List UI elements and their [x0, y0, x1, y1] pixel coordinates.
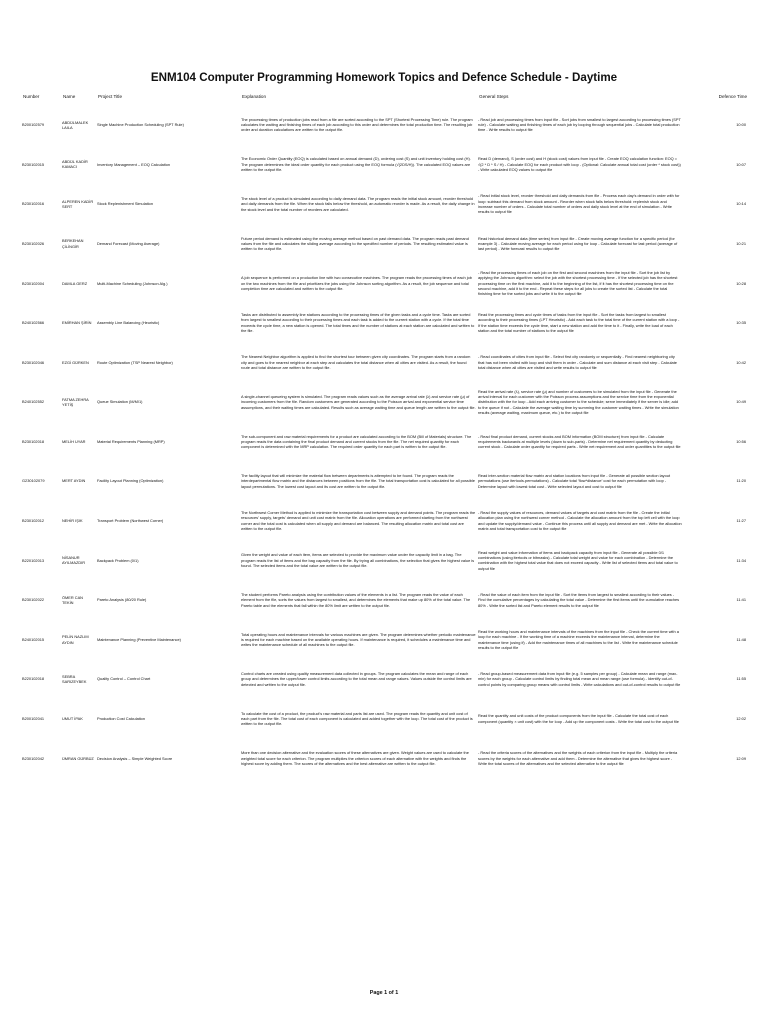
column-header-explanation: Explanation — [242, 94, 267, 99]
project-title: Single Machine Production Scheduling (SPT Rule) — [97, 122, 184, 128]
project-general-steps: - Read final product demand, current stocks and BOM information (BOM structure) from input file - Calculate requirements backwards at multiple levels (down to sub-parts) - Determine net requirement quantity by deducting current stock - Calculate order quantity for required parts - Write net requirement and order quantities to the output file — [478, 433, 681, 450]
student-name: EMİRHAN ŞİRİN — [62, 320, 92, 326]
student-number: B230102012 — [22, 518, 45, 524]
defence-time: 10:00 — [736, 122, 746, 128]
student-name: UMUT İPAK — [62, 716, 83, 722]
project-title: Demand Forecast (Moving Average) — [97, 240, 160, 246]
project-explanation: To calculate the cost of a product, the product's raw material and parts list are used. The program reads the quantity and unit cost of each part from the file. The total cost of each component is calculated and added together with the loop. The total cost of the product is written to the output file. — [241, 710, 473, 727]
project-title: Route Optimization (TSP Nearest Neighbor) — [97, 359, 173, 365]
project-explanation: The facility layout that will minimize the material flow between departments is attempted to be found. The program reads the interdepartmental flow matrix and the distances between positions from the file. The total transportation cost is calculated for all possible layout permutations. The lowest cost layout and its cost are written to the output file. — [241, 473, 475, 489]
project-title: Backpack Problem (0/1) — [97, 557, 139, 563]
student-number: B220102013 — [22, 557, 45, 563]
column-header-general-steps: General Steps — [479, 94, 509, 99]
project-explanation: Future period demand is estimated using the moving average method based on past demand data. The program reads past demand values from the file and calculates the sliding average according to the specified number of periods. The resulting estimated value is written to the output file. — [241, 235, 469, 252]
table-row — [22, 699, 748, 739]
project-explanation: The sub-component and raw material requirements for a product are calculated according to the BOM (Bill of Materials) structure. The program reads the data containing the final product demand and current stocks from the file. The net required quantity for each component is determined with the MRP calculation. The required order quantity for each part is written to the output file. — [241, 433, 472, 450]
column-header-project-title: Project Title — [98, 94, 122, 99]
project-title: Multi-Machine Scheduling (Johnson Alg.) — [97, 280, 168, 286]
table-row — [22, 659, 748, 699]
table-row — [22, 184, 748, 224]
student-name: DAMLA GERZ — [62, 280, 88, 286]
table-row — [22, 343, 748, 383]
project-general-steps: Read inter-section material flow matrix and station locations from input file - Generate all possible section layout permutations (use itertools.permutations) - Calculate total 'flow*distance' cost for each permutation with loop - Determine layout with lowest total cost - Write selected layout and cost to output file — [478, 473, 671, 489]
project-title: Pareto Analysis (80/20 Rule) — [97, 597, 147, 603]
column-header-defence-time: Defence Time — [718, 94, 747, 99]
student-name: MELİH UYAR — [62, 438, 86, 444]
project-general-steps: - Read the value of each item from the input file - Sort the items from largest to smallest according to their values - Find the cumulative percentages by calculating the total value - Determine the first items until the cumulative reaches 80% - Write the sorted list and Pareto element results to the output file — [478, 591, 680, 608]
project-explanation: The processing times of production jobs read from a file are sorted according to the SPT (Shortest Processing Time) rule. The program calculates the waiting and finishing times of each job according to this order and determines the total production time. The resulting job order and duration calculations are written to the output file. — [241, 116, 473, 133]
page-footer: Page 1 of 1 — [369, 990, 399, 996]
project-title: Maintenance Planning (Preventive Maintenance) — [97, 636, 181, 642]
defence-time: 10:35 — [736, 320, 746, 326]
student-name: ABDÜL KADİR KAMACI — [62, 159, 88, 170]
project-title: Decision Analysis – Simple Weighted Score — [97, 755, 173, 761]
student-number: B230102026 — [22, 240, 45, 246]
project-title: Assembly Line Balancing (Heuristic) — [97, 320, 160, 326]
defence-time: 10:21 — [736, 240, 746, 246]
defence-time: 11:34 — [736, 557, 746, 563]
project-general-steps: Read D (demand), S (order cost) and H (stock cost) values from input file - Create EOQ calculation function: EOQ = √(2 * D * S / H) - Calculate EOQ for each product with loop - (Optional: Calculate annual total cost (order * stock cost)) - Write calculated EOQ values to output file — [478, 156, 681, 173]
student-number: B240102566 — [22, 320, 45, 326]
project-explanation: The Economic Order Quantity (EOQ) is calculated based on annual demand (D), ordering cost (S) and unit inventory holding cost (H). The program determines the ideal order quantity for each product using the EOQ formula (√(2DS/H)). The calculated EOQ values are written to the output file. — [241, 156, 471, 173]
student-number: B230102018 — [22, 438, 45, 444]
table-row — [22, 422, 748, 462]
student-name: NİSANUR AYILMAZDIR — [62, 555, 86, 566]
table-row — [22, 382, 748, 422]
student-name: NEHİR IŞIK — [62, 518, 83, 524]
student-number: B230102004 — [22, 280, 45, 286]
student-name: MERT AYDIN — [62, 478, 86, 484]
defence-time: 11:20 — [736, 478, 746, 484]
project-general-steps: - Read the criteria scores of the alternatives and the weights of each criterion from the input file - Multiply the criteria scores by the weights for each alternative and add them - Determine the alternative that gives the highest score - Write the total scores of the alternatives and the selected alternative to the output file — [478, 750, 678, 766]
student-name: PELİN NAZLIM AYDIN — [62, 634, 89, 645]
table-row — [22, 461, 748, 501]
defence-time: 10:14 — [736, 201, 746, 207]
defence-time: 11:55 — [736, 676, 746, 682]
table-row — [22, 501, 748, 541]
schedule-body — [22, 105, 748, 778]
student-number: B200102579 — [22, 122, 45, 128]
defence-time: 11:48 — [736, 636, 746, 642]
student-number: B220102018 — [22, 676, 45, 682]
table-row — [22, 620, 748, 660]
project-title: Stock Replenishment Simulation — [97, 201, 154, 207]
project-general-steps: Read the arrival rate (λ), service rate (μ) and number of customers to be simulated from the input file - Generate the arrival interval for each customer with the Poisson process assumptions and the service time from the exponential distribution with the for loop - Add each arriving customer to the schedule; serve immediately if the server is idle; add to the queue if not - Calculate the average waiting time by summing the customer waiting times - Write the simulation results (average waiting, maximum queue, etc.) to the output file — [478, 388, 679, 415]
column-header-name: Name — [63, 94, 76, 99]
project-general-steps: Read the processing times and cycle times of tasks from the input file - Sort the tasks from largest to smallest according to their processing times (LPT Heuristic) - Add each task to the total time of the current station with a loop - If the station time exceeds the cycle time, start a new station and add the time to it - Finally, write the load of each station and the total number of stations to the output file — [478, 312, 680, 334]
project-general-steps: Read weight and value information of items and backpack capacity from input file - Generate all possible 0/1 combinations (using itertools or bitmasks) - Calculate total weight and value for each combination - Determine the combination with the highest total value that does not exceed capacity - Write list of selected items and total value to output file — [478, 549, 678, 571]
project-title: Inventory Management – EOQ Calculation — [97, 161, 171, 167]
defence-time: 10:49 — [736, 399, 746, 405]
student-name: BERKEHAN ÇİLİNGİR — [62, 238, 84, 249]
page-title: ENM104 Computer Programming Homework Topics and Defence Schedule - Daytime — [150, 71, 618, 84]
project-general-steps: - Read group-based measurement data from input file (e.g. 5 samples per group) - Calculate mean and range (max-min) for each group - Calculate control limits by finding total mean and mean range (use formula) - Identify out-of-control points by comparing group means with control limits - Write calculations and out-of-control results to output file — [478, 671, 681, 687]
student-number: B240102015 — [22, 636, 45, 642]
table-row — [22, 263, 748, 303]
project-general-steps: - Read coordinates of cities from input file - Select first city randomly or sequentially - Find nearest neighboring city that has not been visited with loop and visit them in order - Calculate and sum distance at each visit step - Calculate total distance when all cities are visited and write results to output file — [478, 354, 677, 370]
column-header-number: Number — [23, 94, 40, 99]
table-row — [22, 739, 748, 779]
project-title: Material Requirements Planning (MRP) — [97, 438, 165, 444]
student-number: B200102041 — [22, 716, 45, 722]
project-title: Queue Simulation (M/M/1) — [97, 399, 143, 405]
project-explanation: More than one decision alternative and the evaluation scores of these alternatives are given. Weight values are used to calculate the weighted total score for each criterion. The program multiplies the criterion scores of each alternative with the weights and finds the highest score by adding them. The scores of the alternatives and the best alternative are written to the output file. — [241, 750, 469, 766]
project-explanation: A single-channel queueing system is simulated. The program reads values such as the average arrival rate (λ) and service rate (μ) of incoming customers from the file. Random customers are generated according to the Poisson arrival and exponential service time assumptions, and their waiting times are calculated. Results such as average waiting time and queue length are written to the output file. — [241, 394, 476, 410]
project-general-steps: - Read the supply values of resources, demand values of targets and cost matrix from the file - Create the initial allocation plan using the northwest corner method - Calculate the allocation amount from the top left cell with the loop and update the supply/demand value - Continue this process until all supply and demand are met - Write the allocation matrix and total transportation cost to the output file — [478, 510, 682, 532]
table-row — [22, 145, 748, 185]
student-name: FATMA ZEHRA YETİŞ — [62, 396, 89, 407]
defence-time: 10:07 — [736, 161, 746, 167]
project-title: Facility Layout Planning (Optimization) — [97, 478, 164, 484]
project-general-steps: Read the quantity and unit costs of the product components from the input file - Calculate the total cost of each component (quantity × unit cost) with the for loop - Add up the component costs - Write the total cost to the output file — [478, 713, 679, 724]
table-row — [22, 224, 748, 264]
student-number: G230102079 — [22, 478, 45, 484]
student-number: B230102042 — [22, 755, 45, 761]
student-number: B240102552 — [22, 399, 45, 405]
project-explanation: Control charts are created using quality measurement data collected in groups. The program calculates the mean and range of each group and determines the upper/lower control limits according to the total mean and range values. Values outside the control limits are detected and written to the output file. — [241, 671, 472, 687]
project-explanation: The Northwest Corner Method is applied to minimize the transportation cost between supply and demand points. The program reads the resources' supply, targets' demand and unit cost matrix from the file. Allocation operations are performed starting from the northwest corner and the total cost is calculated when all supply and demand are balanced. The resulting allocation matrix and total cost are written to the output file. — [241, 510, 476, 532]
student-number: B230102022 — [22, 597, 45, 603]
project-general-steps: Read historical demand data (time series) from input file - Create moving average function for a specific period (for example 3) - Calculate moving average for each period using for loop - Calculate forecast for last period (average of last period) - Write forecast results to output file — [478, 235, 678, 252]
project-general-steps: - Read the processing times of each job on the first and second machines from the input file - Sort the job list by applying the Johnson algorithm: select the job with the shortest processing time - If the selected job has the shortest processing time on the first machine, add it to the beginning of the list, if it has the shortest processing time on the second machine, add it to the end - Repeat these steps for all jobs to create the sorted list - Calculate the total finishing time for the sorted jobs and write it to the output file — [478, 269, 678, 297]
project-explanation: The student performs Pareto analysis using the contribution values of the elements in a list. The program reads the value of each element from the file, sorts the values from largest to smallest, and determines the elements that make up 80% of the total value. The Pareto table and the elements that fall within the 80% limit are written to the output file. — [241, 591, 471, 608]
student-name: EZGİ GÜRKEN — [62, 359, 89, 365]
student-name: ÖMER CAN TEKİN — [62, 594, 83, 605]
defence-time: 10:42 — [736, 359, 746, 365]
table-row — [22, 580, 748, 620]
defence-time: 10:56 — [736, 438, 746, 444]
student-name: ALPEREN KADİR SERT — [62, 198, 94, 209]
project-title: Transport Problem (Northwest Corner) — [97, 518, 164, 524]
project-general-steps: - Read job and processing times from input file - Sort jobs from smallest to largest according to processing times (SPT rule) - Calculate waiting and finishing times of each job by looping through sequential jobs - Calculate total production time - Write results to output file — [478, 116, 681, 133]
table-row — [22, 303, 748, 343]
project-explanation: Tasks are distributed to assembly line stations according to the processing times of the given tasks and a cycle time. Tasks are sorted from largest to smallest according to their processing times and each task is added to the current station with a cycle. If the total time exceeds the cycle time, a new station is opened. The total times and the number of stations at each station are calculated and written to the file. — [241, 312, 475, 334]
table-row — [22, 105, 748, 145]
project-explanation: Total operating hours and maintenance intervals for various machines are given. The program determines whether periodic maintenance is required for each machine based on the available operating hours. If maintenance is required, it schedules a maintenance time and writes the maintenance schedule of all machines to the output file. — [241, 631, 476, 648]
project-general-steps: Read the working hours and maintenance intervals of the machines from the input file - Check the current time with a loop for each machine - If the working time of a machine exceeds the maintenance interval, determine the maintenance time (using if) - Add the maintenance times of all machines to the list - Write the maintenance schedule results to the output file — [478, 628, 679, 650]
student-name: ABDÜLMALEK LAILA — [62, 119, 89, 130]
project-explanation: A job sequence is performed on a production line with two consecutive machines. The program reads the processing times of each job on the two machines from the file and prioritizes the jobs using the Johnson sorting algorithm. As a result, the job sequence and total completion time are calculated and written to the output file. — [241, 275, 472, 291]
schedule-table — [22, 92, 748, 778]
student-number: B230102015 — [22, 161, 45, 167]
defence-time: 12:09 — [736, 755, 746, 761]
header-row — [22, 92, 748, 105]
defence-time: 11:41 — [736, 597, 746, 603]
defence-time: 11:27 — [736, 518, 746, 524]
student-number: B230102046 — [22, 359, 45, 365]
defence-time: 10:28 — [736, 280, 746, 286]
project-explanation: Given the weight and value of each item, items are selected to provide the maximum value under the capacity limit in a bag. The program reads the list of items and the bag capacity from the file. By trying all combinations, the selection that gives the highest value is found. The selected items and the total value are written to the output file. — [241, 552, 475, 568]
project-title: Production Cost Calculation — [97, 716, 146, 722]
project-explanation: The Nearest Neighbor algorithm is applied to find the shortest tour between given city coordinates. The program starts from a random city and goes to the nearest neighbor at each step and calculates the total distance when all cities are visited. As a result, the found route and total distance are written to the output file. — [241, 354, 471, 370]
student-name: ÜMRAN GÜRBÜZ — [62, 755, 94, 761]
student-name: SEBRA SARIZEYBEK — [62, 673, 87, 685]
project-title: Quality Control – Control Chart — [97, 676, 151, 682]
project-explanation: The stock level of a product is simulated according to daily demand data. The program reads the initial stock amount, reorder threshold and daily demands from the file. When the stock falls below the threshold, an automatic reorder is made. As a result, the daily change in the stock level and the total number of reorders are calculated. — [241, 196, 475, 212]
student-number: B230102016 — [22, 201, 45, 207]
defence-time: 12:02 — [736, 716, 746, 722]
project-general-steps: - Read initial stock level, reorder threshold and daily demands from file - Process each day's demand in order with for loop: subtract this demand from stock amount - Reorder when stock falls below threshold: replenish stock and increase number of orders - Calculate total number of orders and daily stock level at the end of simulation - Write results to output file — [478, 193, 680, 215]
table-row — [22, 541, 748, 581]
